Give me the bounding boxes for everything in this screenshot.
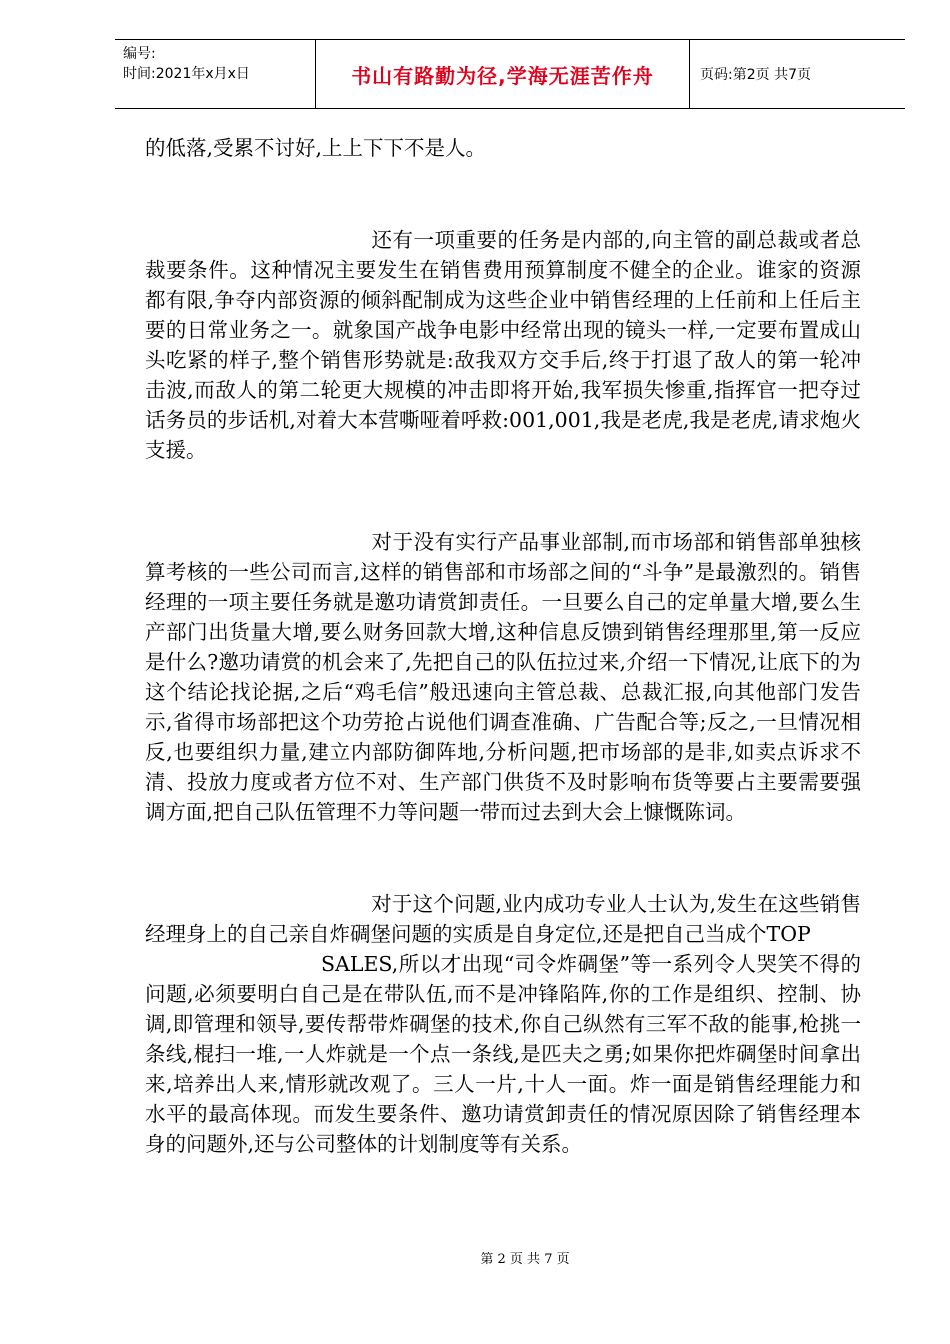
page-header xyxy=(115,39,905,109)
paragraph-2 xyxy=(145,225,861,465)
paragraph-4 xyxy=(145,889,861,1159)
document-body xyxy=(145,133,861,1159)
paragraph-4a-text: 对于这个问题,业内成功专业人士认为,发生在这些销售经理身上的自己亲自炸碉堡问题的实质是自身定位,还是把自己当成个TOP xyxy=(145,892,861,946)
paragraph-3 xyxy=(145,527,861,827)
paragraph-1: 的低落,受累不讨好,上上下下不是人。 xyxy=(145,136,487,160)
paragraph-3-text: 对于没有实行产品事业部制,而市场部和销售部单独核算考核的一些公司而言,这样的销售部和市场部之间的“斗争”是最激烈的。销售经理的一项主要任务就是邀功请赏卸责任。一旦要么自己的定单量大增,要么生产部门出货量大增,要么财务回款大增,这种信息反馈到销售经理那里,第一反应是什么?邀功请赏的机会来了,先把自己的队伍拉过来,介绍一下情况,让底下的为这个结论找论据,之后“鸡毛信”般迅速向主管总裁、总裁汇报,向其他部门发告示,省得市场部把这个功劳抢占说他们调查准确、广告配合等;反之,一旦情况相反,也要组织力量,建立内部防御阵地,分析问题,把市场部的是非,如卖点诉求不清、投放力度或者方位不对、生产部门供货不及时影响布货等要占主要需要强调方面,把自己队伍管理不力等问题一带而过去到大会上慷慨陈词。 xyxy=(145,530,861,824)
header-number: 编号: xyxy=(123,46,156,62)
paragraph-4b-text: SALES,所以才出现“司令炸碉堡”等一系列令人哭笑不得的问题,必须要明白自己是在带队伍,而不是冲锋陷阵,你的工作是组织、控制、协调,即管理和领导,要传帮带炸碉堡的技术,你自己纵然有三军不敌的能事,枪挑一条线,棍扫一堆,一人炸就是一个点一条线,是匹夫之勇;如果你把炸碉堡时间拿出来,培养出人来,情形就改观了。三人一片,十人一面。炸一面是销售经理能力和水平的最高体现。而发生要条件、邀功请赏卸责任的情况原因除了销售经理本身的问题外,还与公司整体的计划制度等有关系。 xyxy=(145,952,861,1156)
header-time: 时间:2021年x月x日 xyxy=(123,66,250,82)
header-motto: 书山有路勤为径,学海无涯苦作舟 xyxy=(316,40,690,108)
paragraph-2-text: 还有一项重要的任务是内部的,向主管的副总裁或者总裁要条件。这种情况主要发生在销售费用预算制度不健全的企业。谁家的资源都有限,争夺内部资源的倾斜配制成为这些企业中销售经理的上任前和上任后主要的日常业务之一。就象国产战争电影中经常出现的镜头一样,一定要布置成山头吃紧的样子,整个销售形势就是:敌我双方交手后,终于打退了敌人的第一轮冲击波,而敌人的第二轮更大规模的冲击即将开始,我军损失惨重,指挥官一把夺过话务员的步话机,对着大本营嘶哑着呼救:001,001,我是老虎,我是老虎,请求炮火支援。 xyxy=(145,228,861,462)
header-meta xyxy=(115,40,316,108)
header-page-info: 页码:第2页 共7页 xyxy=(700,67,811,83)
page-footer: 第 2 页 共 7 页 xyxy=(480,1252,570,1267)
